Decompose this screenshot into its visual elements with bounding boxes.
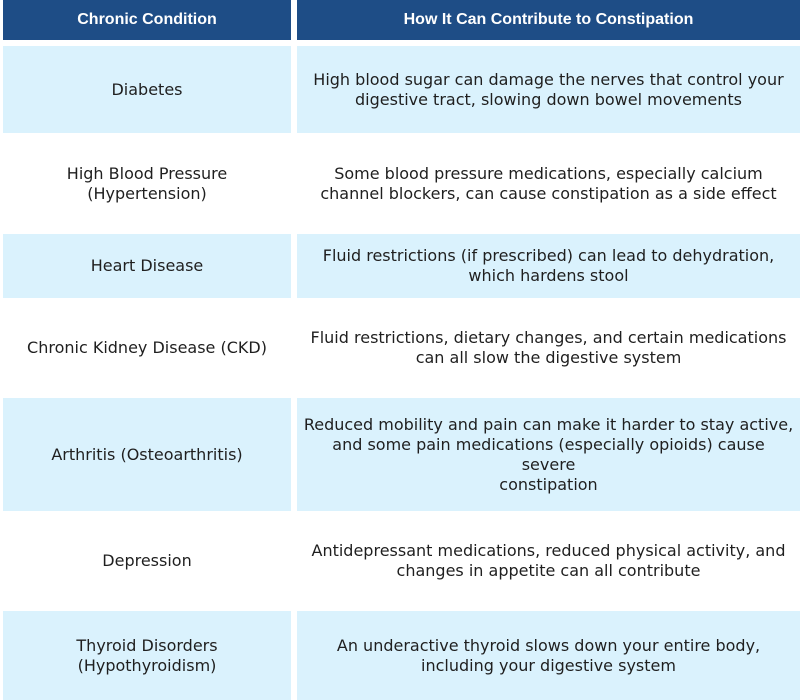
- table-header-row: [0, 0, 800, 40]
- contribution-text: Reduced mobility and pain can make it harder to stay active, and some pain medications (especially opioids) cause severe constipation: [303, 414, 794, 494]
- condition-text: High Blood Pressure (Hypertension): [66, 163, 228, 203]
- condition-text: Arthritis (Osteoarthritis): [51, 444, 243, 464]
- contribution-cell: [297, 133, 800, 234]
- contribution-cell: [297, 298, 800, 398]
- table-row: [0, 511, 800, 611]
- contribution-text: An underactive thyroid slows down your entire body, including your digestive system: [336, 635, 761, 675]
- table-row: [0, 611, 800, 700]
- header-contribution: How It Can Contribute to Constipation: [297, 0, 800, 40]
- table-row: [0, 133, 800, 234]
- contribution-cell: [297, 511, 800, 611]
- condition-text: Chronic Kidney Disease (CKD): [27, 338, 267, 357]
- contribution-text: High blood sugar can damage the nerves that control your digestive tract, slowing down bowel movements: [313, 69, 784, 109]
- contribution-text: Fluid restrictions (if prescribed) can lead to dehydration, which hardens stool: [322, 246, 775, 285]
- condition-text: Diabetes: [111, 79, 183, 99]
- contribution-cell: [297, 234, 800, 298]
- condition-cell: [3, 234, 291, 298]
- condition-cell: [3, 46, 291, 133]
- contribution-cell: [297, 611, 800, 700]
- condition-cell: [3, 611, 291, 700]
- condition-text: Depression: [102, 551, 192, 570]
- contribution-text: Fluid restrictions, dietary changes, and certain medications can all slow the digestive system: [310, 328, 787, 367]
- header-chronic-condition: Chronic Condition: [3, 0, 291, 40]
- table-row: [0, 234, 800, 298]
- condition-text: Heart Disease: [90, 256, 204, 275]
- contribution-cell: [297, 398, 800, 511]
- contribution-cell: [297, 46, 800, 133]
- condition-cell: [3, 298, 291, 398]
- condition-cell: [3, 511, 291, 611]
- contribution-text: Some blood pressure medications, especially calcium channel blockers, can cause constipation as a side effect: [320, 163, 777, 203]
- condition-cell: [3, 398, 291, 511]
- table-row: [0, 46, 800, 133]
- table-row: [0, 398, 800, 511]
- condition-cell: [3, 133, 291, 234]
- contribution-text: Antidepressant medications, reduced physical activity, and changes in appetite can all contribute: [311, 541, 786, 580]
- condition-text: Thyroid Disorders (Hypothyroidism): [76, 635, 218, 675]
- table-row: [0, 298, 800, 398]
